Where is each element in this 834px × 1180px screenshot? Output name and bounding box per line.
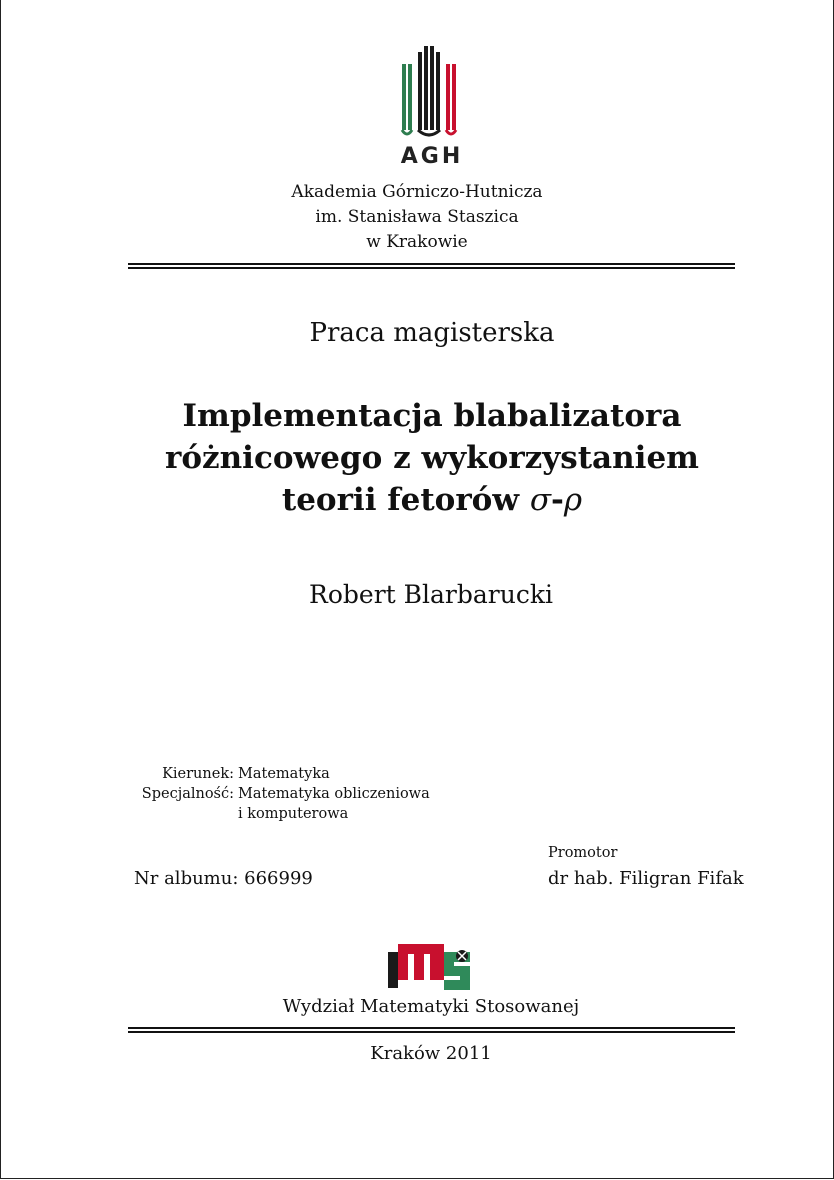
title-line-2: różnicowego z wykorzystaniem [165,440,699,476]
specialty-row-continued [100,804,430,824]
supervisor-label: Promotor [548,845,618,861]
title-line-3-text: teorii fetorów [281,482,520,518]
specialty-value-1: Matematyka obliczeniowa [238,786,430,802]
bottom-double-rule [128,1027,735,1033]
title-line-3 [0,479,834,521]
author-name: Robert Blarbarucki [309,580,553,609]
specialty-label-spacer [100,804,238,824]
thesis-type: Praca magisterska [309,318,555,348]
title-dash: - [551,482,564,518]
field-label: Kierunek: [162,766,234,782]
ms-logo-icon [386,942,478,992]
place-and-year: Kraków 2011 [370,1043,492,1064]
university-line-2: im. Stanisława Staszica [315,207,519,227]
field-value: Matematyka [238,766,330,782]
album-label: Nr albumu: [134,868,239,889]
top-double-rule [128,263,735,269]
title-rho: ρ [563,482,583,518]
field-row [100,764,430,784]
faculty-logo [386,942,478,992]
agh-emblem-icon [396,44,468,140]
faculty-name: Wydział Matematyki Stosowanej [282,996,580,1017]
agh-logo-text: AGH [400,144,464,169]
university-name [0,180,834,255]
university-line-3: w Krakowie [366,232,468,252]
study-details [100,764,430,824]
specialty-row [100,784,430,804]
title-sigma: σ [529,482,551,518]
album-number [134,868,313,889]
thesis-title [0,395,834,521]
specialty-value-2: i komputerowa [238,806,349,822]
university-line-1: Akademia Górniczo-Hutnicza [291,182,543,202]
album-value: 666999 [244,868,313,889]
title-line-1: Implementacja blabalizatora [182,398,682,434]
agh-logo [396,44,468,170]
specialty-label: Specjalność: [141,786,234,802]
supervisor-name: dr hab. Filigran Fifak [548,868,744,889]
